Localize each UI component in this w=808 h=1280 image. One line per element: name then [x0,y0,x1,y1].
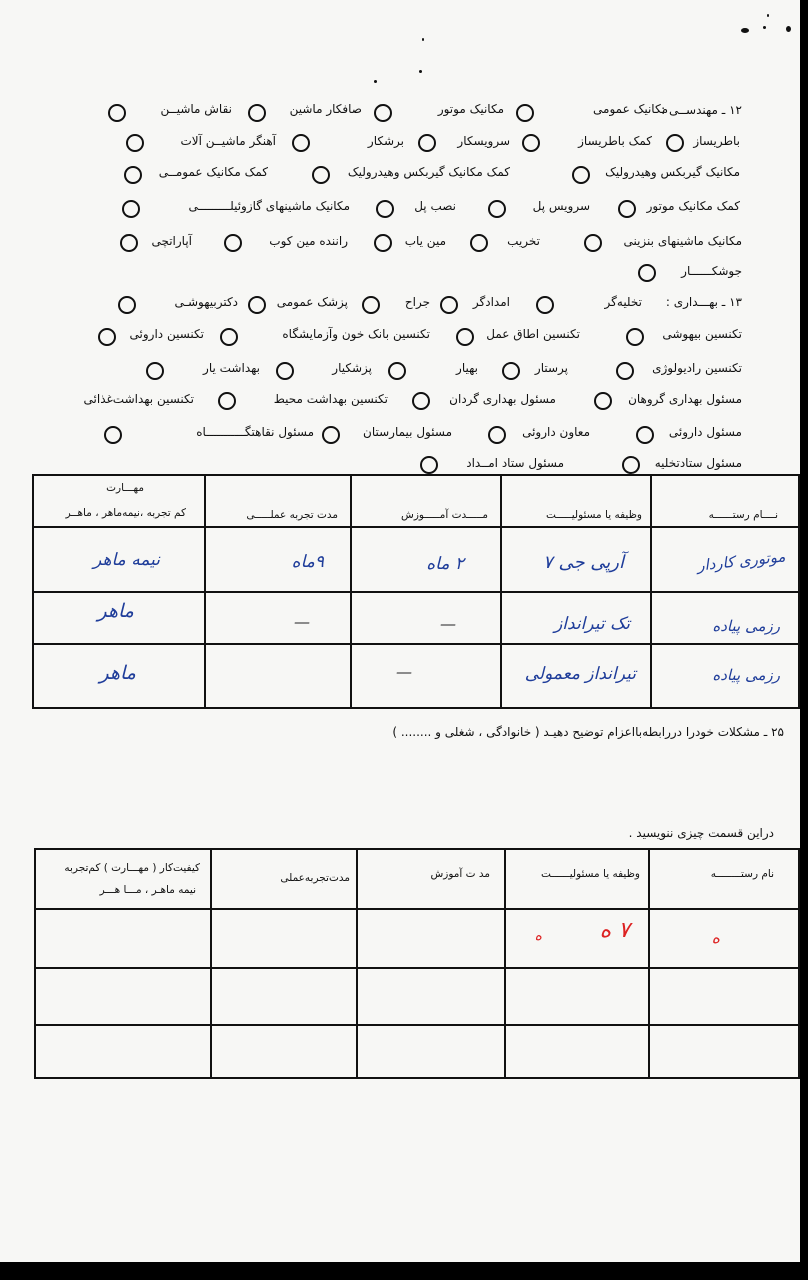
option-checkbox[interactable] [636,426,654,444]
section-13-label: ۱۳ ـ بهـــداری : [665,295,742,309]
option-label: سرویس پل [532,199,590,213]
table-border [32,474,34,709]
answer-area[interactable] [40,745,780,815]
option-label: تکنسین بیهوشی [662,327,742,341]
row1-rank-mark: ه [711,928,720,947]
option-checkbox[interactable] [146,362,164,380]
option-checkbox[interactable] [224,234,242,252]
option-label: سرویسکار [457,134,510,148]
option-checkbox[interactable] [104,426,122,444]
option-checkbox[interactable] [536,296,554,314]
option-checkbox[interactable] [626,328,644,346]
option-label: تخلیه‌گر [604,295,642,309]
header-training: مـــــدت آمـــــوزش [401,509,488,521]
option-checkbox[interactable] [122,200,140,218]
option-checkbox[interactable] [374,234,392,252]
row1-skill: نیمه ماهر [93,550,160,570]
option-label: مسئول بیمارستان [363,425,452,439]
option-label: تکنسین داروئی [129,327,204,341]
table-border [350,474,352,709]
option-label: معاون داروئی [522,425,590,439]
option-checkbox[interactable] [516,104,534,122]
option-checkbox[interactable] [98,328,116,346]
ink-speck [786,26,791,32]
option-label: مسئول بهداری گروهان [628,392,742,406]
table-border [32,643,800,645]
option-label: امدادگر [472,295,510,309]
row3-rank: رزمی پیاده [712,666,780,684]
option-checkbox[interactable] [126,134,144,152]
option-label: کمک باطریساز [578,134,652,148]
table-border [798,848,800,1079]
table-border [32,526,800,528]
option-label: صافکار ماشین [289,102,362,116]
option-checkbox[interactable] [418,134,436,152]
option-checkbox[interactable] [622,456,640,474]
table-border [210,848,212,1079]
option-label: تکنسین اطاق عمل [486,327,580,341]
table-border [34,848,36,1079]
ink-speck [763,26,766,29]
option-checkbox[interactable] [470,234,488,252]
option-label: بهیار [456,361,478,375]
option-label: راننده مین کوب [269,234,348,248]
table-border [798,474,800,709]
table-border [204,474,206,709]
row1-duty: آرپی جی ۷ [543,552,624,573]
table-border [504,848,506,1079]
option-label: کمک مکانیک عمومــی [158,165,268,179]
header-quality-levels: نیمه ماهـر ، مـــا هـــر [99,884,196,896]
row2-training: — [440,614,456,633]
option-checkbox[interactable] [584,234,602,252]
option-checkbox[interactable] [118,296,136,314]
table-border [32,591,800,593]
table-border [34,908,800,910]
option-label: تکنسین رادیولوژی [652,361,742,375]
option-label: نصب پل [414,199,456,213]
option-checkbox[interactable] [376,200,394,218]
table-border [34,1077,800,1079]
table-border [356,848,358,1079]
section-12-label: ۱۲ ـ مهندســی : [661,103,742,117]
option-label: کمک مکانیک گیربکس وهیدرولیک [347,165,510,179]
table-border [34,1024,800,1026]
option-label: مسئول ستادتخلیه [654,456,742,470]
header-skill: مهـــارت [106,482,144,494]
option-checkbox[interactable] [522,134,540,152]
option-checkbox[interactable] [412,392,430,410]
option-label: مکانیک موتور [437,102,504,116]
option-label: مکانیک ماشینهای گازوئیلـــــــــی [188,199,350,213]
ink-speck [374,80,377,83]
option-checkbox[interactable] [248,104,266,122]
table-border [32,707,800,709]
header-duty: وظیفه یا مسئولیــــــت [540,868,640,880]
option-label: مسئول داروئی [668,425,742,439]
option-label: تخریب [507,234,540,248]
row2-rank: رزمی پیاده [712,617,780,635]
option-label: پزشک عمومی [276,295,348,309]
option-checkbox[interactable] [362,296,380,314]
option-checkbox[interactable] [220,328,238,346]
header-training: مد ت آموزش [430,868,490,880]
option-checkbox[interactable] [276,362,294,380]
row1-training: ۲ ماه [426,554,464,574]
option-label: نقاش ماشیــن [160,102,232,116]
option-checkbox[interactable] [374,104,392,122]
header-duty: وظیفه یا مسئولیـــــت [546,509,642,521]
option-checkbox[interactable] [312,166,330,184]
option-label: پزشکیار [332,361,372,375]
row1-extra-mark: ه [534,928,542,944]
row2-skill: ماهر [97,600,134,622]
row2-experience: — [294,612,310,631]
option-checkbox[interactable] [456,328,474,346]
table-border [648,848,650,1079]
header-experience: مدت تجربه عملـــــی [246,509,338,521]
option-label: مسئول ستاد امــداد [466,456,564,470]
row1-duty-mark: ۷ ه [599,918,630,943]
option-checkbox[interactable] [248,296,266,314]
table-border [500,474,502,709]
option-label: آهنگر ماشیــن آلات [180,134,276,148]
option-checkbox[interactable] [420,456,438,474]
table-border [34,848,800,850]
option-label: آپاراتچی [151,234,192,248]
header-experience: مدت‌تجربه‌عملی [280,872,350,884]
table-border [34,967,800,969]
option-label: مکانیک عمومی [593,102,668,116]
option-checkbox[interactable] [572,166,590,184]
header-rank: نــــام رستــــــه [708,509,778,521]
option-checkbox[interactable] [388,362,406,380]
option-label: تکنسین بهداشت محیط [273,392,388,406]
option-checkbox[interactable] [618,200,636,218]
option-label: بهداشت یار [203,361,260,375]
row3-skill: ماهر [99,662,136,684]
option-label: مسئول بهداری گردان [449,392,556,406]
option-label: مسئول نقاهتگـــــــــــاه [196,425,314,439]
option-label: جوشکــــــار [681,264,742,278]
row1-experience: ۹ماه [291,552,324,572]
header-skill-levels: کم تجربه ،نیمه‌ماهر ، ماهــر [65,507,186,519]
ink-speck [741,28,749,33]
option-checkbox[interactable] [292,134,310,152]
option-checkbox[interactable] [616,362,634,380]
question-25: ۲۵ ـ مشکلات خودرا دررابطه‌بااعزام توضیح دهیـد ( خانوادگی ، شغلی و ........ ) [392,725,784,739]
option-checkbox[interactable] [124,166,142,184]
option-label: مکانیک گیربکس وهیدرولیک [605,165,740,179]
ink-speck [419,70,422,73]
row1-rank: موتوری کاردار [696,547,787,575]
option-label: تکنسین بانک خون وآزمایشگاه [282,327,430,341]
option-checkbox[interactable] [488,200,506,218]
header-rank: نام رستــــــــه [710,868,774,880]
row3-duty: تیرانداز معمولی [524,664,636,684]
option-label: مکانیک ماشینهای بنزینی [623,234,742,248]
option-checkbox[interactable] [440,296,458,314]
option-label: باطریساز [693,134,740,148]
option-label: مین یاب [404,234,446,248]
option-label: دکتربیهوشـی [174,295,238,309]
table-border [650,474,652,709]
table-border [32,474,800,476]
do-not-write-note: دراین قسمت چیزی ننویسید . [628,826,774,840]
ink-speck [767,14,769,17]
option-checkbox[interactable] [488,426,506,444]
option-label: پرستار [534,361,568,375]
option-label: تکنسین بهداشت‌غذائی [83,392,194,406]
row2-duty: تک تیرانداز [554,614,630,634]
option-checkbox[interactable] [594,392,612,410]
option-checkbox[interactable] [322,426,340,444]
option-checkbox[interactable] [502,362,520,380]
row3-training: — [396,662,412,681]
header-quality: کیفیت‌کار ( مهـــارت ) کم‌تجربه [64,862,200,874]
option-checkbox[interactable] [120,234,138,252]
option-checkbox[interactable] [638,264,656,282]
option-label: کمک مکانیک موتور [646,199,740,213]
option-checkbox[interactable] [218,392,236,410]
option-checkbox[interactable] [666,134,684,152]
option-label: جراح [404,295,430,309]
option-label: برشکار [367,134,404,148]
option-checkbox[interactable] [108,104,126,122]
ink-speck [422,38,424,41]
